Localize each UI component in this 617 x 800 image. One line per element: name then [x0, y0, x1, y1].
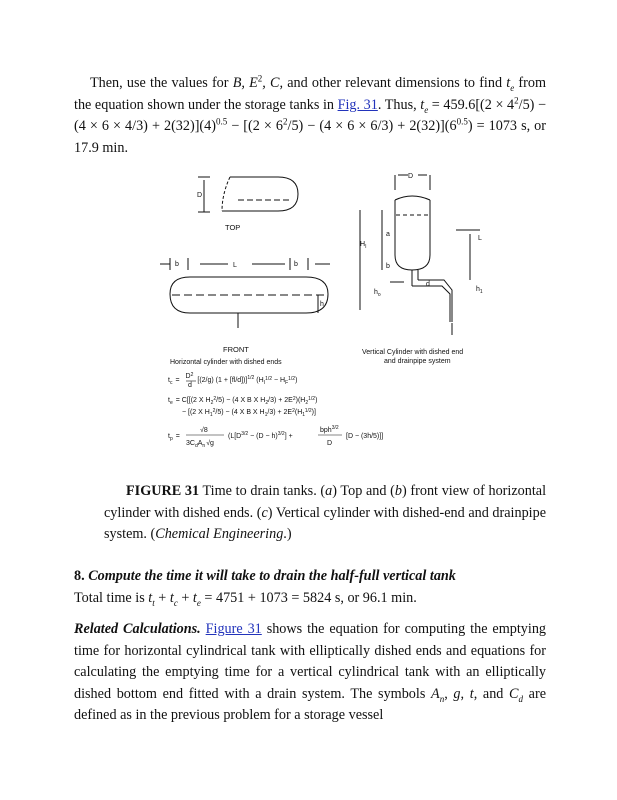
dim-label-hi: $H_I$ [360, 241, 367, 250]
horizontal-caption: Horizontal cylinder with dished ends [170, 359, 282, 366]
dim-label: a [386, 231, 390, 238]
superscript: 2 [514, 94, 519, 105]
text: t [506, 75, 511, 91]
text: = 459.6[(2 × 4 [428, 96, 515, 113]
step-title: Compute the time it will take to drain the half-full vertical tank [88, 568, 456, 584]
text: .) [283, 526, 292, 542]
vertical-caption-1: Vertical Cylinder with dished end [362, 349, 464, 356]
figure-caption [104, 481, 546, 546]
front-label: FRONT [223, 345, 249, 354]
dim-label: b [386, 263, 390, 270]
figure-link[interactable]: Fig. 31 [337, 96, 378, 113]
step-heading: 8. Compute the time it will take to drain the half-full vertical tank [74, 568, 456, 584]
text: /5) − (4 × 6 × 6/3) + 2(32)](6 [287, 118, 457, 134]
related-calculations: Related Calculations. Figure 31 shows the equation for computing the emptying time for horizontal cylindrical tank with elliptically dished ends and equations for calculating the emptying time for a vertical cylindrical tank with an elliptically dished bottom end fitted with a drain system. The symbols $A_n$, g, t, and $C_d$ are defined as in the previous problem for a storage vessel [74, 621, 547, 723]
superscript: 2 [257, 73, 263, 84]
eq-tp-end: [D − (3h/5)]] [346, 433, 384, 440]
text: b [394, 483, 402, 499]
text: . Thus, [377, 96, 421, 113]
top-label: TOP [225, 223, 241, 232]
dim-label-h1: $h_1$ [476, 286, 483, 295]
text: Then, use the values for [90, 75, 233, 91]
text: , C, [262, 75, 284, 91]
dim-label: D [408, 173, 414, 180]
text: ) = 1073 s, or 17.9 min. [74, 118, 546, 156]
text: /5) − (4 × 6 × 4/3) + 2(32)](4) [74, 96, 546, 134]
dim-label: L [478, 235, 482, 242]
intro-paragraph [74, 73, 546, 159]
figure-link[interactable]: Figure 31 [205, 621, 262, 637]
subscript: e [510, 82, 515, 93]
superscript: 0.5 [215, 116, 228, 127]
dim-label: L [233, 262, 237, 269]
vertical-tank [360, 175, 480, 335]
text: c [261, 504, 268, 521]
text: a [325, 483, 333, 499]
tank-figure [160, 170, 490, 450]
text: ) front view of horizontal cylinder with dished ends. ( [104, 483, 547, 521]
text: − [(2 × 6 [227, 118, 284, 134]
related-label: Related Calculations. [74, 621, 201, 637]
subscript: e [424, 104, 429, 115]
superscript: 0.5 [456, 116, 468, 127]
top-view-cylinder [198, 177, 298, 212]
caption-source: Chemical Engineering [155, 526, 284, 542]
step-body: Total time is $t_t + t_c + t_e = 4751 + 1073 = 5824$ s, or 96.1 min. [74, 589, 417, 608]
eq-te-2: − [(2 X $H_1^2/5) - (4$ X B X $H_1/3) + 2E^2(H_1^{1/2})$] [182, 408, 316, 418]
eq-tp-num: √8 [200, 427, 208, 434]
text: t [420, 96, 425, 113]
step-8 [74, 566, 546, 609]
front-view-cylinder [160, 258, 330, 328]
vertical-caption-2: and drainpipe system [384, 358, 451, 365]
eq-tp-den: $3C_dA_n√g$ [186, 440, 214, 449]
text: and other relevant dimensions to find [283, 75, 507, 91]
dim-label-ho: $h_o$ [374, 289, 381, 298]
eq-tc: $t_c =D^2[(2/g) (1 + [fl/d])]^{1/2}$ $(H_I^{1/2} - H_F^{1/2})$ [168, 372, 298, 386]
equations [168, 372, 383, 449]
dim-label: b [294, 261, 298, 268]
text: from the equation shown under the storage tanks in [74, 75, 546, 113]
eq-tp-num2: bph$^{3/2}$ [320, 425, 339, 434]
eq-tp-den2: D [327, 440, 333, 447]
caption-label: FIGURE 31 [126, 483, 200, 499]
text: ) Vertical cylinder with dished-end and drainpipe system. ( [104, 504, 546, 542]
dim-label: b [175, 261, 179, 268]
text: Time to drain tanks. ( [199, 483, 326, 499]
eq-tp: $t_p$ = [168, 433, 180, 442]
superscript: 2 [283, 116, 288, 127]
eq-denominator: d [188, 382, 192, 389]
dim-label: d [426, 281, 430, 288]
eq-tp-mid: ($L[D^{3/2} - (D - h)^{3/2}]$ + [228, 431, 293, 440]
eq-te-1: $t_e = C[[(2$ X $H_2^2/5) - (4$ X B X $H_2/3) + 2E^2)(H_2^{1/2})$ [168, 396, 318, 406]
text: ) Top and ( [332, 483, 395, 499]
dim-label: D [197, 192, 203, 199]
text: B, E [232, 75, 258, 91]
dim-label: h [320, 301, 324, 308]
